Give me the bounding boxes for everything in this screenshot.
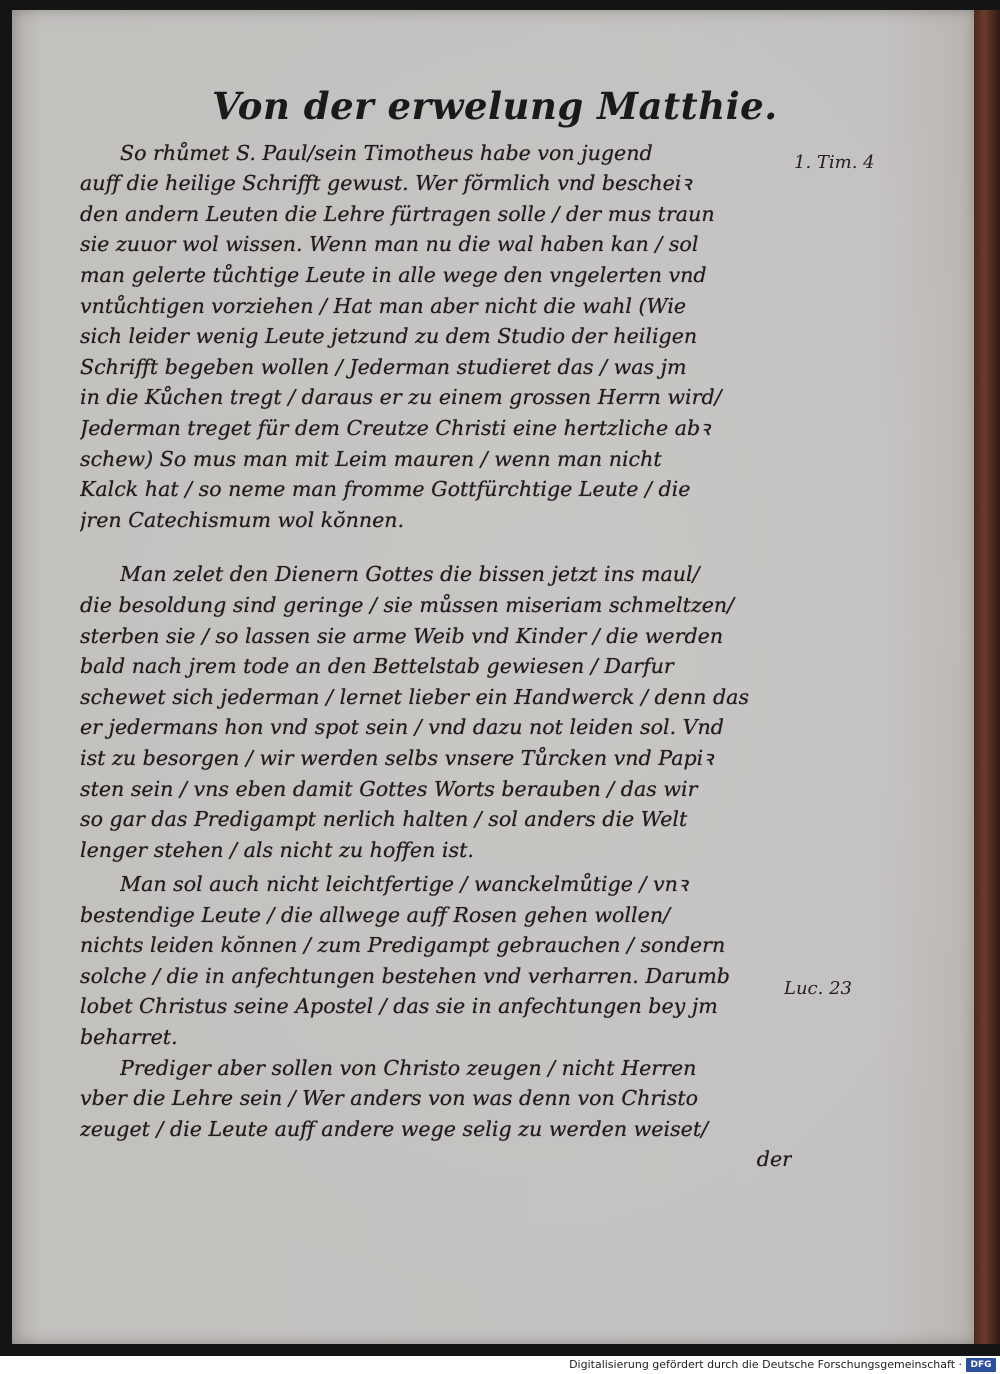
text-line: auff die heilige Schrifft gewust. Wer fŏrmlich vnd bescheiꝛ: [80, 171, 692, 195]
text-line: solche / die in anfechtungen bestehen vnd verharren. Darumb: [80, 964, 730, 988]
text-line: er jedermans hon vnd spot sein / vnd dazu not leiden sol. Vnd: [80, 715, 724, 739]
text-line: ist zu besorgen / wir werden selbs vnsere Tůrcken vnd Papiꝛ: [80, 746, 714, 770]
text-line: beharret.: [80, 1025, 178, 1049]
margin-note-luc: Luc. 23: [784, 978, 852, 999]
text-line: bald nach jrem tode an den Bettelstab gewiesen / Darfur: [80, 654, 674, 678]
text-line: schew) So mus man mit Leim mauren / wenn man nicht: [80, 447, 662, 471]
text-line: sie zuuor wol wissen. Wenn man nu die wal haben kan / sol: [80, 232, 699, 256]
text-line: schewet sich jederman / lernet lieber ein Handwerck / denn das: [80, 685, 750, 709]
text-line: so gar das Predigampt nerlich halten / sol anders die Welt: [80, 807, 688, 831]
text-line: Kalck hat / so neme man fromme Gottfürchtige Leute / die: [80, 477, 691, 501]
text-line: man gelerte tůchtige Leute in alle wege den vngelerten vnd: [80, 263, 707, 287]
text-line: zeuget / die Leute auff andere wege selig zu werden weiset/: [80, 1117, 709, 1141]
text-line: die besoldung sind geringe / sie můssen miseriam schmeltzen/: [80, 593, 735, 617]
page-heading: Von der erwelung Matthie.: [212, 84, 778, 128]
footer-bar: [0, 1356, 1000, 1374]
dfg-logo-icon[interactable]: DFG: [966, 1358, 996, 1372]
text-line: in die Kůchen tregt / daraus er zu einem grossen Herrn wird/: [80, 385, 722, 409]
text-line: Prediger aber sollen von Christo zeugen / nicht Herren: [120, 1056, 697, 1080]
text-line: So rhůmet S. Paul/sein Timotheus habe von jugend: [120, 141, 653, 165]
text-line: den andern Leuten die Lehre fürtragen solle / der mus traun: [80, 202, 715, 226]
funding-credit: Digitalisierung gefördert durch die Deutsche Forschungsgemeinschaft ·: [569, 1358, 962, 1371]
text-line: Man zelet den Dienern Gottes die bissen jetzt ins maul/: [120, 562, 700, 586]
catchword: der: [756, 1147, 792, 1171]
text-line: sterben sie / so lassen sie arme Weib vnd Kinder / die werden: [80, 624, 724, 648]
text-line: vber die Lehre sein / Wer anders von was denn von Christo: [80, 1086, 699, 1110]
text-line: sich leider wenig Leute jetzund zu dem Studio der heiligen: [80, 324, 698, 348]
text-line: nichts leiden kŏnnen / zum Predigampt gebrauchen / sondern: [80, 933, 726, 957]
text-line: jren Catechismum wol kŏnnen.: [80, 508, 405, 532]
book-edge: [974, 10, 1000, 1344]
margin-note-tim: 1. Tim. 4: [794, 152, 875, 173]
text-line: bestendige Leute / die allwege auff Rosen gehen wollen/: [80, 903, 671, 927]
text-line: Man sol auch nicht leichtfertige / wanckelmůtige / vnꝛ: [120, 872, 688, 896]
text-line: vntůchtigen vorziehen / Hat man aber nicht die wahl (Wie: [80, 294, 687, 318]
book-page: [12, 10, 975, 1344]
text-line: lenger stehen / als nicht zu hoffen ist.: [80, 838, 474, 862]
text-line: Jederman treget für dem Creutze Christi eine hertzliche abꝛ: [80, 416, 710, 440]
text-line: sten sein / vns eben damit Gottes Worts berauben / das wir: [80, 777, 698, 801]
text-line: lobet Christus seine Apostel / das sie in anfechtungen bey jm: [80, 994, 718, 1018]
text-line: Schrifft begeben wollen / Jederman studieret das / was jm: [80, 355, 687, 379]
